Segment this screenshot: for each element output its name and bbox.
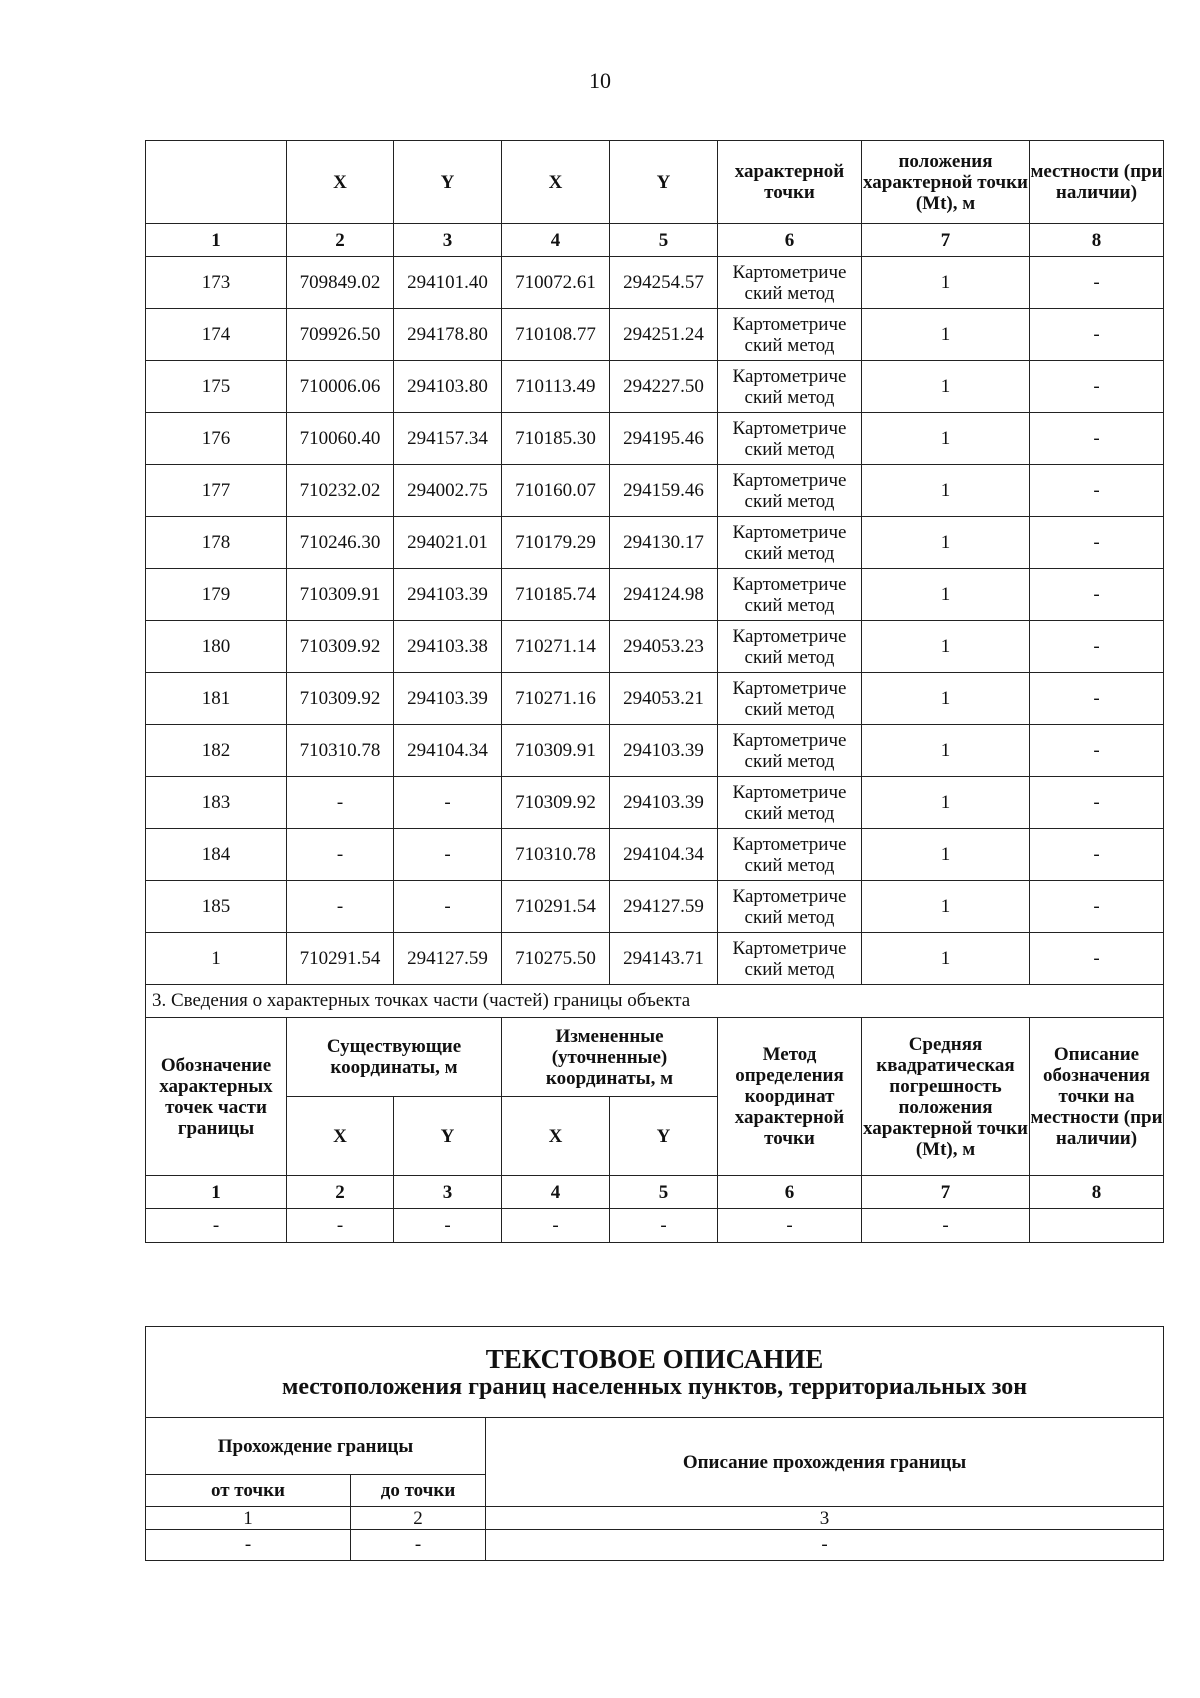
- cell-point-number: 182: [146, 725, 287, 777]
- cell-description: -: [1030, 413, 1164, 465]
- passage-description-header: Описание прохождения границы: [486, 1418, 1164, 1507]
- table-row: [146, 413, 1164, 465]
- column-number: 2: [287, 1176, 394, 1209]
- cell-y-existing: 294101.40: [394, 257, 502, 309]
- cell-x-changed: 710160.07: [502, 465, 610, 517]
- table-cell: -: [502, 1209, 610, 1243]
- cell-y-changed: 294130.17: [610, 517, 718, 569]
- table-cell: -: [146, 1530, 351, 1561]
- table-row: [146, 257, 1164, 309]
- cell-x-changed: 710309.91: [502, 725, 610, 777]
- cell-x-changed: 710185.30: [502, 413, 610, 465]
- header-x-changed: X: [502, 141, 610, 224]
- page-number: 10: [589, 68, 611, 93]
- cell-x-changed: 710179.29: [502, 517, 610, 569]
- table-cell: -: [610, 1209, 718, 1243]
- cell-method: Картометриче ский метод: [718, 881, 862, 933]
- cell-y-existing: 294103.38: [394, 621, 502, 673]
- text-description-title: [146, 1327, 1164, 1418]
- cell-precision: 1: [862, 881, 1030, 933]
- table-cell: -: [486, 1530, 1164, 1561]
- cell-method: Картометриче ский метод: [718, 621, 862, 673]
- header-designation-cell: [146, 141, 287, 224]
- cell-point-number: 174: [146, 309, 287, 361]
- cell-y-existing: 294104.34: [394, 725, 502, 777]
- column-number: 5: [610, 1176, 718, 1209]
- text-data-row: [146, 1530, 1164, 1561]
- s3-header-y-existing: Y: [394, 1097, 502, 1176]
- header-x-existing: X: [287, 141, 394, 224]
- cell-y-changed: 294159.46: [610, 465, 718, 517]
- column-number: 3: [394, 224, 502, 257]
- column-number: 1: [146, 1507, 351, 1530]
- cell-point-number: 183: [146, 777, 287, 829]
- coordinates-body: [146, 257, 1164, 985]
- cell-x-existing: -: [287, 881, 394, 933]
- table-cell: -: [287, 1209, 394, 1243]
- cell-x-existing: -: [287, 777, 394, 829]
- cell-description: -: [1030, 309, 1164, 361]
- passage-header: Прохождение границы: [146, 1418, 486, 1475]
- cell-precision: 1: [862, 933, 1030, 985]
- table-row: [146, 673, 1164, 725]
- cell-precision: 1: [862, 465, 1030, 517]
- coordinates-table: [145, 140, 1164, 1243]
- cell-point-number: 176: [146, 413, 287, 465]
- column-number: 4: [502, 224, 610, 257]
- cell-y-existing: 294103.80: [394, 361, 502, 413]
- s3-header-x-changed: X: [502, 1097, 610, 1176]
- cell-point-number: 185: [146, 881, 287, 933]
- table-cell: -: [351, 1530, 486, 1561]
- cell-y-changed: 294103.39: [610, 725, 718, 777]
- cell-precision: 1: [862, 569, 1030, 621]
- cell-method: Картометриче ский метод: [718, 673, 862, 725]
- table-row: [146, 777, 1164, 829]
- cell-description: -: [1030, 881, 1164, 933]
- cell-precision: 1: [862, 257, 1030, 309]
- cell-y-existing: 294103.39: [394, 673, 502, 725]
- header-y-changed: Y: [610, 141, 718, 224]
- table-row: [146, 361, 1164, 413]
- column-number-row: [146, 224, 1164, 257]
- cell-description: -: [1030, 517, 1164, 569]
- section-3-header-row: [146, 1018, 1164, 1097]
- column-number: 5: [610, 224, 718, 257]
- cell-x-changed: 710108.77: [502, 309, 610, 361]
- cell-y-changed: 294124.98: [610, 569, 718, 621]
- cell-x-existing: 710310.78: [287, 725, 394, 777]
- cell-x-changed: 710310.78: [502, 829, 610, 881]
- column-number: 3: [394, 1176, 502, 1209]
- s3-header-existing: Существующие координаты, м: [287, 1018, 502, 1097]
- cell-x-existing: 710309.92: [287, 621, 394, 673]
- cell-y-existing: 294103.39: [394, 569, 502, 621]
- cell-precision: 1: [862, 725, 1030, 777]
- cell-method: Картометриче ский метод: [718, 829, 862, 881]
- table-row: [146, 933, 1164, 985]
- cell-precision: 1: [862, 361, 1030, 413]
- cell-description: -: [1030, 569, 1164, 621]
- cell-x-existing: 709849.02: [287, 257, 394, 309]
- cell-description: -: [1030, 725, 1164, 777]
- cell-description: -: [1030, 621, 1164, 673]
- column-number: 8: [1030, 224, 1164, 257]
- cell-y-existing: -: [394, 829, 502, 881]
- cell-y-changed: 294104.34: [610, 829, 718, 881]
- table-row: [146, 517, 1164, 569]
- table-cell: [1030, 1209, 1164, 1243]
- cell-x-changed: 710271.14: [502, 621, 610, 673]
- header-method: характерной точки: [718, 141, 862, 224]
- table-row: [146, 309, 1164, 361]
- cell-precision: 1: [862, 309, 1030, 361]
- cell-x-changed: 710275.50: [502, 933, 610, 985]
- cell-y-existing: -: [394, 777, 502, 829]
- cell-y-changed: 294251.24: [610, 309, 718, 361]
- cell-y-changed: 294195.46: [610, 413, 718, 465]
- text-description-subheading: местоположения границ населенных пунктов, территориальных зон: [281, 1373, 1028, 1400]
- cell-x-existing: -: [287, 829, 394, 881]
- s3-header-y-changed: Y: [610, 1097, 718, 1176]
- column-number: 4: [502, 1176, 610, 1209]
- cell-precision: 1: [862, 621, 1030, 673]
- cell-method: Картометриче ский метод: [718, 413, 862, 465]
- cell-method: Картометриче ский метод: [718, 517, 862, 569]
- table-row: [146, 881, 1164, 933]
- table-cell: -: [862, 1209, 1030, 1243]
- cell-point-number: 179: [146, 569, 287, 621]
- column-number: 7: [862, 1176, 1030, 1209]
- column-number: 3: [486, 1507, 1164, 1530]
- cell-point-number: 180: [146, 621, 287, 673]
- cell-point-number: 181: [146, 673, 287, 725]
- cell-y-changed: 294254.57: [610, 257, 718, 309]
- table-row: [146, 465, 1164, 517]
- header-precision: положения характерной точки (Mt), м: [862, 141, 1030, 224]
- cell-y-changed: 294053.23: [610, 621, 718, 673]
- cell-point-number: 177: [146, 465, 287, 517]
- cell-y-changed: 294103.39: [610, 777, 718, 829]
- column-number: 1: [146, 1176, 287, 1209]
- text-description-table: [145, 1326, 1164, 1561]
- s3-header-x-existing: X: [287, 1097, 394, 1176]
- cell-y-existing: 294002.75: [394, 465, 502, 517]
- s3-header-designation: Обозначение характерных точек части границы: [146, 1018, 287, 1176]
- cell-precision: 1: [862, 829, 1030, 881]
- cell-y-existing: 294157.34: [394, 413, 502, 465]
- table-row: [146, 725, 1164, 777]
- header-row: [146, 141, 1164, 224]
- s3-header-changed: Измененные (уточненные) координаты, м: [502, 1018, 718, 1097]
- cell-description: -: [1030, 361, 1164, 413]
- cell-x-existing: 710309.91: [287, 569, 394, 621]
- cell-x-changed: 710185.74: [502, 569, 610, 621]
- text-description-title-row: [146, 1327, 1164, 1418]
- column-number: 2: [351, 1507, 486, 1530]
- cell-precision: 1: [862, 413, 1030, 465]
- table-cell: -: [394, 1209, 502, 1243]
- passage-header-row: [146, 1418, 1164, 1475]
- cell-x-existing: 710060.40: [287, 413, 394, 465]
- from-point-header: от точки: [146, 1475, 351, 1507]
- cell-x-changed: 710271.16: [502, 673, 610, 725]
- cell-precision: 1: [862, 517, 1030, 569]
- cell-precision: 1: [862, 777, 1030, 829]
- column-number: 2: [287, 224, 394, 257]
- cell-y-changed: 294227.50: [610, 361, 718, 413]
- cell-description: -: [1030, 465, 1164, 517]
- cell-x-changed: 710309.92: [502, 777, 610, 829]
- to-point-header: до точки: [351, 1475, 486, 1507]
- section-3-row: [146, 985, 1164, 1018]
- column-number: 1: [146, 224, 287, 257]
- s3-header-precision: Средняя квадратическая погрешность положения характерной точки (Mt), м: [862, 1018, 1030, 1176]
- cell-description: -: [1030, 257, 1164, 309]
- cell-method: Картометриче ский метод: [718, 361, 862, 413]
- cell-x-existing: 710246.30: [287, 517, 394, 569]
- cell-x-existing: 710291.54: [287, 933, 394, 985]
- section-3-data-row: [146, 1209, 1164, 1243]
- cell-y-existing: 294178.80: [394, 309, 502, 361]
- cell-y-existing: -: [394, 881, 502, 933]
- table-cell: -: [146, 1209, 287, 1243]
- cell-x-existing: 710006.06: [287, 361, 394, 413]
- cell-description: -: [1030, 829, 1164, 881]
- cell-point-number: 184: [146, 829, 287, 881]
- cell-x-changed: 710113.49: [502, 361, 610, 413]
- cell-x-existing: 710309.92: [287, 673, 394, 725]
- s3-header-description: Описание обозначения точки на местности (при наличии): [1030, 1018, 1164, 1176]
- cell-y-changed: 294127.59: [610, 881, 718, 933]
- column-number: 6: [718, 1176, 862, 1209]
- cell-x-existing: 710232.02: [287, 465, 394, 517]
- s3-header-method: Метод определения координат характерной точки: [718, 1018, 862, 1176]
- column-number: 8: [1030, 1176, 1164, 1209]
- cell-description: -: [1030, 673, 1164, 725]
- cell-point-number: 1: [146, 933, 287, 985]
- text-column-number-row: [146, 1507, 1164, 1530]
- cell-y-existing: 294127.59: [394, 933, 502, 985]
- cell-method: Картометриче ский метод: [718, 257, 862, 309]
- cell-y-changed: 294053.21: [610, 673, 718, 725]
- cell-precision: 1: [862, 673, 1030, 725]
- header-description: местности (при наличии): [1030, 141, 1164, 224]
- cell-description: -: [1030, 777, 1164, 829]
- cell-method: Картометриче ский метод: [718, 777, 862, 829]
- cell-point-number: 175: [146, 361, 287, 413]
- header-y-existing: Y: [394, 141, 502, 224]
- cell-x-changed: 710072.61: [502, 257, 610, 309]
- column-number: 7: [862, 224, 1030, 257]
- section-3-column-number-row: [146, 1176, 1164, 1209]
- cell-method: Картометриче ский метод: [718, 465, 862, 517]
- cell-description: -: [1030, 933, 1164, 985]
- table-row: [146, 829, 1164, 881]
- cell-method: Картометриче ский метод: [718, 725, 862, 777]
- column-number: 6: [718, 224, 862, 257]
- cell-x-existing: 709926.50: [287, 309, 394, 361]
- cell-method: Картометриче ский метод: [718, 569, 862, 621]
- cell-y-changed: 294143.71: [610, 933, 718, 985]
- table-row: [146, 621, 1164, 673]
- cell-method: Картометриче ский метод: [718, 309, 862, 361]
- cell-point-number: 178: [146, 517, 287, 569]
- text-description-heading: ТЕКСТОВОЕ ОПИСАНИЕ: [485, 1343, 824, 1374]
- section-3-title: 3. Сведения о характерных точках части (частей) границы объекта: [146, 985, 1164, 1018]
- table-cell: -: [718, 1209, 862, 1243]
- cell-y-existing: 294021.01: [394, 517, 502, 569]
- table-row: [146, 569, 1164, 621]
- cell-method: Картометриче ский метод: [718, 933, 862, 985]
- cell-x-changed: 710291.54: [502, 881, 610, 933]
- cell-point-number: 173: [146, 257, 287, 309]
